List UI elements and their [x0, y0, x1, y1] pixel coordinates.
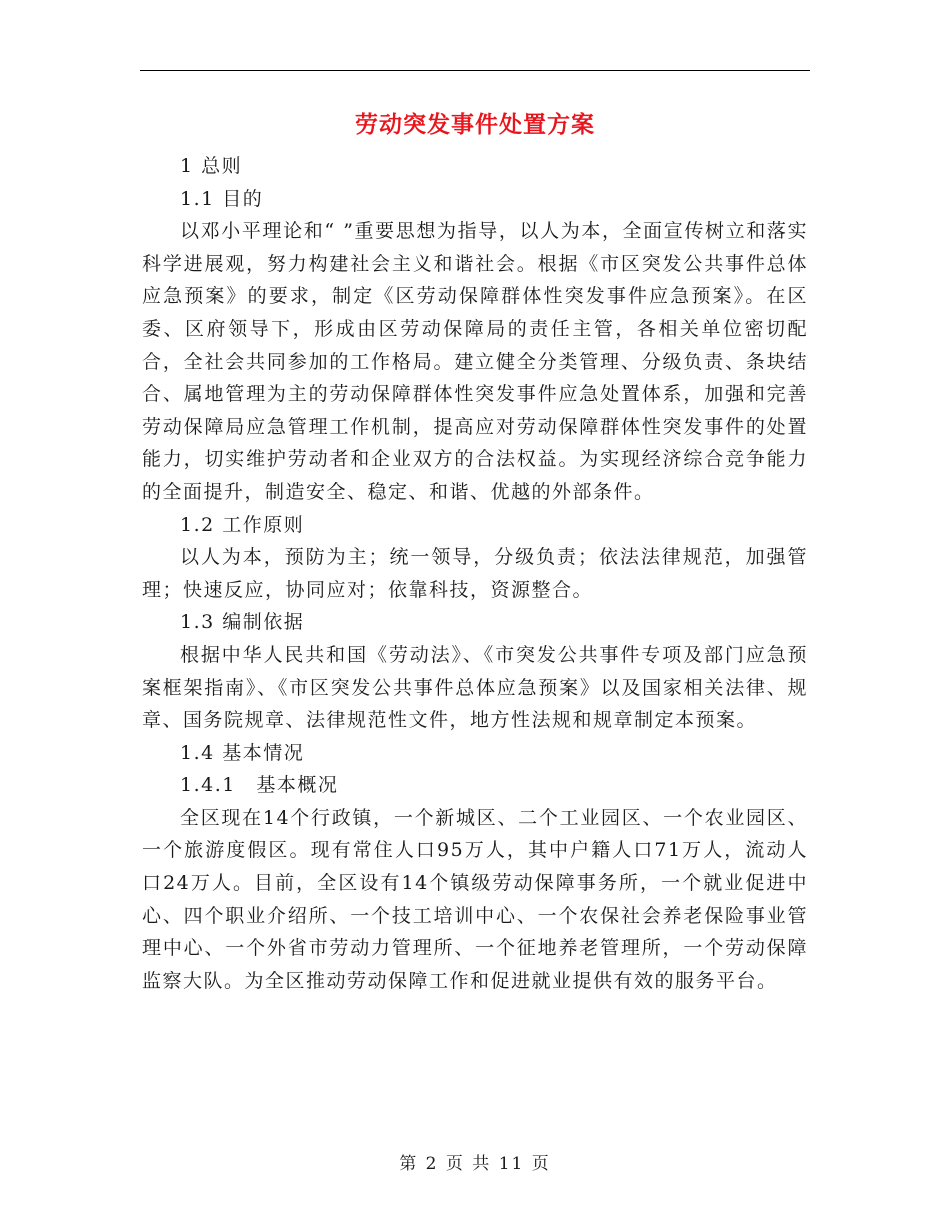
- header-rule: [140, 70, 810, 71]
- section-heading-1-1: 1.1 目的: [180, 187, 264, 210]
- paragraph-purpose: 以邓小平理论和“ ”重要思想为指导，以人为本，全面宣传树立和落实科学进展观，努力构建社会主义和谐社会。根据《市区突发公共事件总体应急预案》的要求，制定《区劳动保障群体性突发事件应急预案》。在区委、区府领导下，形成由区劳动保障局的责任主管，各相关单位密切配合，全社会共同参加的工作格局。建立健全分类管理、分级负责、条块结合、属地管理为主的劳动保障群体性突发事件应急处置体系，加强和完善劳动保障局应急管理工作机制，提高应对劳动保障群体性突发事件的处置能力，切实维护劳动者和企业双方的合法权益。为实现经济综合竞争能力的全面提升，制造安全、稳定、和谐、优越的外部条件。: [142, 220, 808, 503]
- page-number: 第 2 页 共 11 页: [399, 1154, 551, 1174]
- section-heading-1-4-1: 1.4.1 基本概况: [180, 774, 339, 797]
- section-heading-1-4: 1.4 基本情况: [180, 741, 305, 764]
- section-heading-1-2: 1.2 工作原则: [180, 513, 305, 536]
- document-body: [142, 150, 808, 997]
- section-heading-1: 1 总则: [180, 155, 243, 177]
- document-title: 劳动突发事件处置方案: [355, 111, 595, 138]
- paragraph-basis: 根据中华人民共和国《劳动法》、《市突发公共事件专项及部门应急预案框架指南》、《市区突发公共事件总体应急预案》以及国家相关法律、规章、国务院规章、法律规范性文件，地方性法规和规章制定本预案。: [142, 643, 808, 732]
- paragraph-overview: 全区现在14个行政镇，一个新城区、二个工业园区、一个农业园区、一个旅游度假区。现有常住人口95万人，其中户籍人口71万人，流动人口24万人。目前，全区设有14个镇级劳动保障事务所，一个就业促进中心、四个职业介绍所、一个技工培训中心、一个农保社会养老保险事业管理中心、一个外省市劳动力管理所、一个征地养老管理所，一个劳动保障监察大队。为全区推动劳动保障工作和促进就业提供有效的服务平台。: [142, 806, 808, 992]
- section-heading-1-3: 1.3 编制依据: [180, 611, 305, 634]
- paragraph-principles: 以人为本，预防为主；统一领导，分级负责；依法法律规范，加强管理；快速反应，协同应对；依靠科技，资源整合。: [142, 546, 808, 601]
